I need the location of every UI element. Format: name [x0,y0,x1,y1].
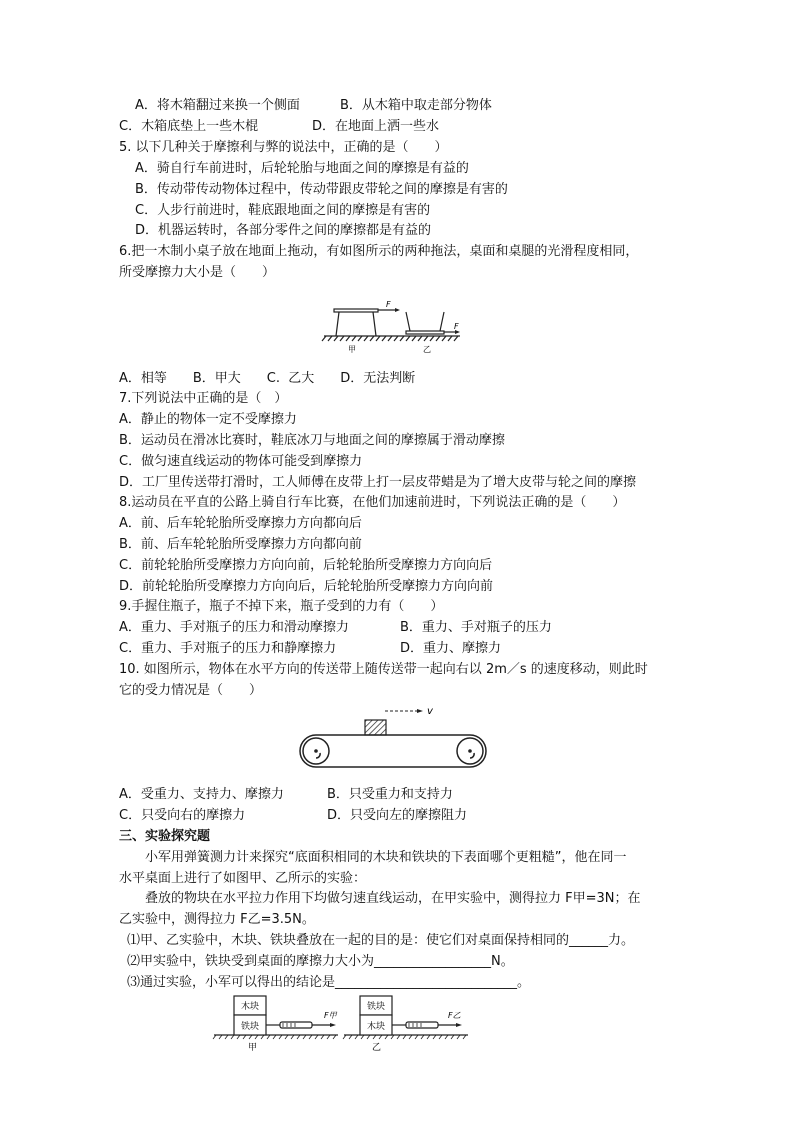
force-label-a: F [386,300,391,309]
iron-block-a: 铁块 [240,1022,260,1032]
force-label-yi: F乙 [448,1011,461,1020]
l22: D．前轮轮胎所受摩擦力方向向后，后轮轮胎所受摩擦力方向向前 [119,579,494,594]
section-title: 三、实验探究题 [119,829,211,844]
l26: C．重力、手对瓶子的压力和静摩擦力 [119,641,337,656]
l14: A．静止的物体一定不受摩擦力 [119,412,297,427]
l29: 它的受力情况是（ ） [119,683,263,698]
l02: B．从木箱中取走部分物体 [340,98,492,113]
l24: A．重力、手对瓶子的压力和滑动摩擦力 [119,620,349,635]
l28: 10. 如图所示，物体在水平方向的传送带上随传送带一起向右以 2m／s 的速度移动，则此时 [119,662,648,677]
l07: B．传动带传动物体过程中，传动带跟皮带轮之间的摩擦是有害的 [135,182,508,197]
l10: 6.把一木制小桌子放在地面上拖动，有如图所示的两种拖法，桌面和桌腿的光滑程度相同， [119,244,639,259]
l31: B．只受重力和支持力 [327,787,453,802]
l18: 8.运动员在平直的公路上骑自行车比赛，在他们加速前进时，下列说法正确的是（ ） [119,495,626,510]
l05: 5. 以下几种关于摩擦利与弊的说法中，正确的是（ ） [119,140,448,155]
l11: 所受摩擦力大小是（ ） [119,265,276,280]
l35: 小军用弹簧测力计来探究“底面积相同的木块和铁块的下表面哪个更粗糙”，他在同一 [145,850,627,865]
force-label-jia: F甲 [324,1011,337,1020]
l32: C．只受向右的摩擦力 [119,808,246,823]
force-label-b: F [454,322,459,331]
block-experiment-figure [210,990,470,1055]
l41: ⑶通过实验，小军可以得出的结论是____________________________。 [127,975,531,990]
label-yi: 乙 [372,1043,382,1053]
l20: B．前、后车轮轮胎所受摩擦力方向都向前 [119,537,362,552]
l25: B．重力、手对瓶子的压力 [400,620,552,635]
velocity-label: v [427,706,433,717]
iron-block-b: 铁块 [366,1002,386,1012]
l13: 7.下列说法中正确的是（ ） [119,391,288,406]
l16: C．做匀速直线运动的物体可能受到摩擦力 [119,454,363,469]
l21: C．前轮轮胎所受摩擦力方向向前，后轮轮胎所受摩擦力方向向后 [119,558,493,573]
drag-tables-figure [320,298,470,358]
l19: A．前、后车轮轮胎所受摩擦力方向都向后 [119,516,362,531]
l04: D．在地面上洒一些水 [312,119,440,134]
l03: C．木箱底垫上一些木棍 [119,119,259,134]
l36: 水平桌面上进行了如图甲、乙所示的实验： [119,871,367,886]
l01: A．将木箱翻过来换一个侧面 [135,98,300,113]
l15: B．运动员在滑冰比赛时，鞋底冰刀与地面之间的摩擦属于滑动摩擦 [119,433,505,448]
label-yi: 乙 [423,345,431,354]
l38: 乙实验中，测得拉力 F乙=3.5N。 [119,912,315,927]
l39: ⑴甲、乙实验中，木块、铁块叠放在一起的目的是：使它们对桌面保持相同的______力。 [127,933,635,948]
label-jia: 甲 [248,1043,258,1053]
l37: 叠放的物块在水平拉力作用下均做匀速直线运动，在甲实验中，测得拉力 F甲=3N；在 [145,891,641,906]
label-jia: 甲 [348,345,356,354]
l30: A．受重力、支持力、摩擦力 [119,787,284,802]
l06: A．骑自行车前进时，后轮轮胎与地面之间的摩擦是有益的 [135,161,469,176]
l27: D．重力、摩擦力 [400,641,502,656]
l12: A．相等 B．甲大 C. 乙大 D．无法判断 [119,371,416,386]
l17: D．工厂里传送带打滑时，工人师傅在皮带上打一层皮带蜡是为了增大皮带与轮之间的摩擦 [119,475,637,490]
l40: ⑵甲实验中，铁块受到桌面的摩擦力大小为__________________N。 [127,954,514,969]
l08: C．人步行前进时，鞋底跟地面之间的摩擦是有害的 [135,203,431,218]
wood-block-a: 木块 [240,1002,260,1012]
l23: 9.手握住瓶子，瓶子不掉下来，瓶子受到的力有（ ） [119,599,444,614]
wood-block-b: 木块 [366,1022,386,1032]
l09: D．机器运转时，各部分零件之间的摩擦都是有益的 [135,223,432,238]
conveyor-belt-figure [290,700,500,780]
l33: D．只受向左的摩擦阻力 [327,808,468,823]
